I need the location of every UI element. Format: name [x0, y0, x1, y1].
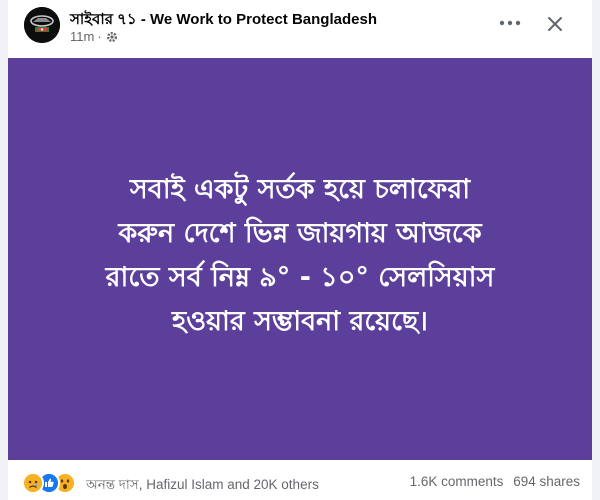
sad-reaction-icon	[22, 472, 44, 494]
post-header	[8, 0, 592, 55]
page-name[interactable]: সাইবার ৭১ - We Work to Protect Bangladesh	[70, 11, 377, 28]
page-logo-icon	[24, 7, 60, 43]
comments-count[interactable]: 1.6K comments	[409, 474, 504, 489]
meta-separator: ·	[97, 29, 102, 44]
gear-icon[interactable]	[106, 31, 118, 43]
post-image[interactable]	[8, 58, 592, 460]
more-options-button[interactable]	[494, 10, 526, 36]
reaction-icons[interactable]	[22, 472, 88, 492]
reactors-text[interactable]: অনন্ত দাস, Hafizul Islam and 20K others	[86, 477, 319, 492]
post-stats	[404, 474, 580, 489]
more-options-icon	[499, 20, 521, 26]
close-icon	[547, 16, 563, 32]
post-image-text: সবাই একটু সর্তক হয়ে চলাফেরা করুন দেশে ভিন্ন জায়গায় আজকে রাতে সর্ব নিম্ন ৯° - ১০° সেলসিয়াস হওয়ার সম্ভাবনা রয়েছে।	[105, 174, 495, 337]
post-meta	[70, 29, 118, 44]
post-time[interactable]: 11m	[70, 29, 95, 44]
page-avatar[interactable]	[24, 7, 60, 43]
post-card	[8, 0, 592, 500]
close-button[interactable]	[540, 10, 570, 38]
shares-count[interactable]: 694 shares	[513, 474, 580, 489]
post-footer	[8, 462, 592, 500]
